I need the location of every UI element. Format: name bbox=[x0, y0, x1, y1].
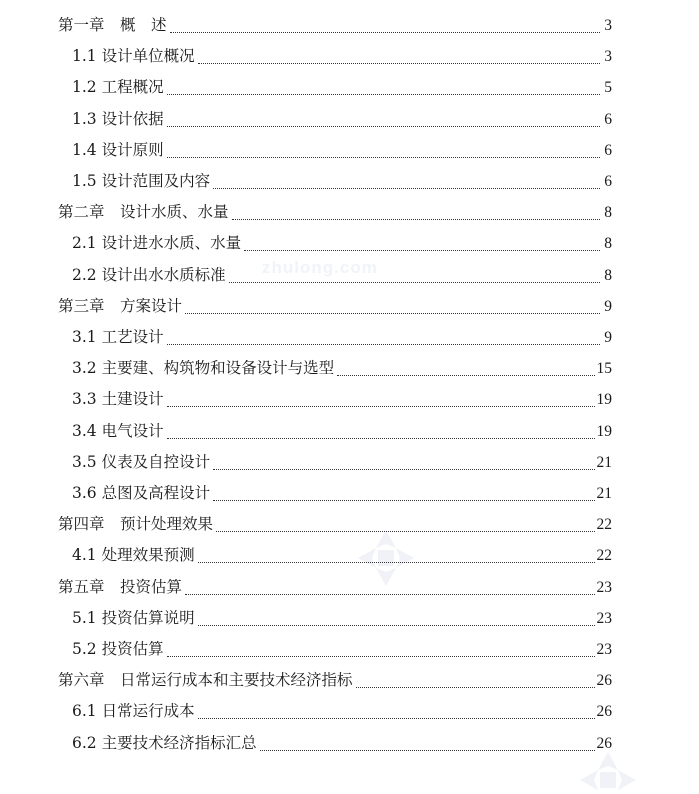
toc-entry-title: 5.1 投资估算说明 bbox=[72, 608, 195, 627]
toc-entry-title: 第四章 预计处理效果 bbox=[58, 515, 214, 534]
toc-dot-leader bbox=[213, 188, 600, 189]
toc-section-entry[interactable] bbox=[72, 603, 612, 634]
toc-dot-leader bbox=[213, 469, 594, 470]
toc-page-number: 15 bbox=[596, 360, 612, 378]
toc-dot-leader bbox=[244, 250, 600, 251]
toc-section-entry[interactable] bbox=[72, 728, 612, 759]
toc-chapter-entry[interactable] bbox=[58, 665, 612, 696]
toc-dot-leader bbox=[232, 219, 600, 220]
toc-page-number: 9 bbox=[604, 329, 612, 346]
toc-section-entry[interactable] bbox=[72, 416, 612, 447]
toc-entry-title: 第一章 概 述 bbox=[58, 16, 167, 34]
toc-entry-title: 1.5 设计范围及内容 bbox=[72, 172, 211, 190]
toc-section-entry[interactable] bbox=[72, 696, 612, 727]
toc-dot-leader bbox=[167, 438, 595, 439]
toc-page-number: 22 bbox=[596, 516, 612, 534]
toc-entry-title: 1.2 工程概况 bbox=[72, 78, 164, 97]
toc-page-number: 23 bbox=[596, 609, 612, 627]
toc-entry-title: 3.6 总图及高程设计 bbox=[72, 484, 211, 502]
toc-dot-leader bbox=[167, 344, 600, 345]
toc-entry-title: 3.1 工艺设计 bbox=[72, 328, 164, 346]
toc-dot-leader bbox=[337, 375, 594, 376]
toc-page-number: 8 bbox=[604, 204, 612, 222]
toc-page-number: 21 bbox=[596, 485, 612, 502]
toc-section-entry[interactable] bbox=[72, 104, 612, 135]
toc-chapter-entry[interactable] bbox=[58, 291, 612, 322]
toc-section-entry[interactable] bbox=[72, 634, 612, 665]
toc-entry-title: 1.3 设计依据 bbox=[72, 109, 164, 128]
toc-dot-leader bbox=[229, 282, 600, 283]
toc-entry-title: 4.1 处理效果预测 bbox=[72, 546, 195, 565]
toc-dot-leader bbox=[167, 157, 600, 158]
toc-entry-title: 1.1 设计单位概况 bbox=[72, 47, 195, 66]
toc-dot-leader bbox=[198, 625, 595, 626]
toc-page-number: 23 bbox=[596, 578, 612, 596]
toc-entry-title: 3.2 主要建、构筑物和设备设计与选型 bbox=[72, 359, 335, 378]
toc-dot-leader bbox=[260, 750, 595, 751]
toc-entry-title: 2.1 设计进水水质、水量 bbox=[72, 234, 242, 253]
toc-section-entry[interactable] bbox=[72, 166, 612, 197]
toc-dot-leader bbox=[356, 687, 595, 688]
toc-page-number: 3 bbox=[604, 17, 612, 34]
toc-page-number: 22 bbox=[596, 547, 612, 565]
toc-chapter-entry[interactable] bbox=[58, 572, 612, 603]
toc-page-number: 19 bbox=[596, 391, 612, 409]
toc-page-number: 6 bbox=[604, 141, 612, 159]
toc-page-number: 26 bbox=[596, 734, 612, 752]
toc-page-number: 21 bbox=[596, 453, 612, 471]
toc-section-entry[interactable] bbox=[72, 384, 612, 415]
toc-dot-leader bbox=[185, 594, 594, 595]
toc-entry-title: 3.3 土建设计 bbox=[72, 390, 164, 409]
toc-section-entry[interactable] bbox=[72, 540, 612, 571]
toc-entry-title: 3.5 仪表及自控设计 bbox=[72, 452, 211, 471]
toc-section-entry[interactable] bbox=[72, 353, 612, 384]
toc-page-number: 8 bbox=[604, 266, 612, 284]
toc-section-entry[interactable] bbox=[72, 447, 612, 478]
toc-section-entry[interactable] bbox=[72, 135, 612, 166]
toc-dot-leader bbox=[167, 656, 595, 657]
toc-entry-title: 2.2 设计出水水质标准 bbox=[72, 265, 226, 284]
toc-dot-leader bbox=[213, 500, 594, 501]
toc-page-number: 8 bbox=[604, 235, 612, 253]
toc-dot-leader bbox=[198, 718, 595, 719]
toc-dot-leader bbox=[170, 32, 600, 33]
toc-entry-title: 第六章 日常运行成本和主要技术经济指标 bbox=[58, 671, 353, 690]
toc-page-number: 26 bbox=[596, 672, 612, 690]
toc-dot-leader bbox=[167, 94, 600, 95]
toc-dot-leader bbox=[198, 63, 600, 64]
toc-entry-title: 第五章 投资估算 bbox=[58, 577, 183, 596]
toc-page-number: 19 bbox=[596, 422, 612, 440]
toc-dot-leader bbox=[216, 531, 594, 532]
toc-section-entry[interactable] bbox=[72, 260, 612, 291]
toc-entry-title: 3.4 电气设计 bbox=[72, 421, 164, 440]
toc-chapter-entry[interactable] bbox=[58, 509, 612, 540]
toc-page-number: 6 bbox=[604, 110, 612, 128]
toc-dot-leader bbox=[185, 313, 600, 314]
toc-dot-leader bbox=[198, 562, 595, 563]
toc-section-entry[interactable] bbox=[72, 228, 612, 259]
toc-entry-title: 第三章 方案设计 bbox=[58, 296, 183, 315]
toc-dot-leader bbox=[167, 126, 600, 127]
toc-section-entry[interactable] bbox=[72, 41, 612, 72]
toc-dot-leader bbox=[167, 406, 595, 407]
toc-page-number: 26 bbox=[596, 703, 612, 721]
toc-chapter-entry[interactable] bbox=[58, 197, 612, 228]
toc-entry-title: 1.4 设计原则 bbox=[72, 140, 164, 159]
toc-page-number: 3 bbox=[604, 48, 612, 66]
toc-entry-title: 6.2 主要技术经济指标汇总 bbox=[72, 733, 257, 752]
toc-section-entry[interactable] bbox=[72, 72, 612, 103]
watermark-text: zhulong.com bbox=[262, 258, 378, 277]
toc-entry-title: 5.2 投资估算 bbox=[72, 640, 164, 658]
toc-entry-title: 第二章 设计水质、水量 bbox=[58, 203, 229, 222]
toc-page-number: 9 bbox=[604, 297, 612, 315]
toc-section-entry[interactable] bbox=[72, 478, 612, 509]
toc-section-entry[interactable] bbox=[72, 322, 612, 353]
toc-page-number: 5 bbox=[604, 79, 612, 97]
toc-page-number: 23 bbox=[596, 641, 612, 658]
toc-page-number: 6 bbox=[604, 173, 612, 190]
toc-chapter-entry[interactable] bbox=[58, 10, 612, 41]
toc-entry-title: 6.1 日常运行成本 bbox=[72, 702, 195, 721]
